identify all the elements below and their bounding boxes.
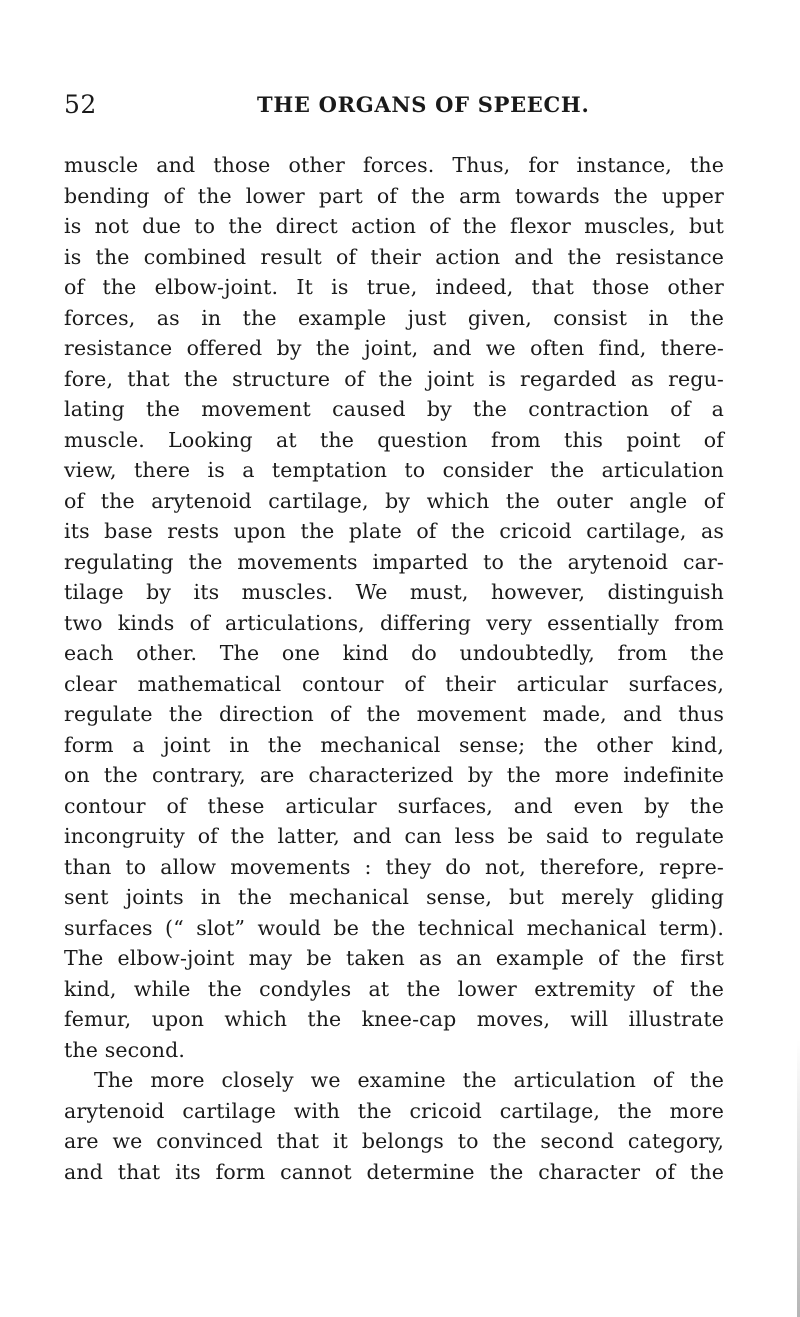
text-line: regulating the movements imparted to the arytenoid car- xyxy=(64,549,724,574)
text-line: The elbow-joint may be taken as an example of the first xyxy=(64,946,724,970)
text-line: resistance offered by the joint, and we often find, there- xyxy=(64,336,724,360)
text-line: muscle and those other forces. Thus, for instance, the xyxy=(64,153,724,177)
text-line: lating the movement caused by the contraction of a xyxy=(64,397,724,421)
text-line: muscle. Looking at the question from this point of xyxy=(64,427,724,452)
text-line: the second. xyxy=(64,1037,186,1062)
text-line: contour of these articular surfaces, and even by the xyxy=(64,793,724,818)
page-header xyxy=(64,88,724,122)
text-line: than to allow movements : they do not, therefore, repre- xyxy=(64,854,724,879)
running-head: THE ORGANS OF SPEECH. xyxy=(257,92,590,117)
text-line: femur, upon which the knee-cap moves, will illustrate xyxy=(64,1007,724,1031)
text-line: regulate the direction of the movement made, and thus xyxy=(64,702,724,726)
paragraph-1 xyxy=(64,150,724,1065)
text-line: its base rests upon the plate of the cricoid cartilage, as xyxy=(64,519,724,543)
text-line: fore, that the structure of the joint is regarded as regu- xyxy=(64,366,724,391)
body-text xyxy=(64,150,724,1187)
text-line: forces, as in the example just given, consist in the xyxy=(64,305,724,330)
text-line: arytenoid cartilage with the cricoid cartilage, the more xyxy=(64,1098,724,1123)
text-line: incongruity of the latter, and can less be said to regulate xyxy=(64,824,724,848)
text-line: of the elbow-joint. It is true, indeed, that those other xyxy=(64,275,724,299)
text-line: kind, while the condyles at the lower extremity of the xyxy=(64,976,724,1001)
text-line: are we convinced that it belongs to the second category, xyxy=(64,1129,724,1153)
text-line: tilage by its muscles. We must, however, distinguish xyxy=(64,580,724,604)
text-line: sent joints in the mechanical sense, but merely gliding xyxy=(64,885,724,909)
text-line: bending of the lower part of the arm towards the upper xyxy=(64,183,724,208)
text-line: is the combined result of their action and the resistance xyxy=(64,244,724,269)
paragraph-2 xyxy=(64,1065,724,1187)
text-line: two kinds of articulations, differing very essentially from xyxy=(64,610,724,635)
text-line: form a joint in the mechanical sense; the other kind, xyxy=(64,732,724,757)
text-line: view, there is a temptation to consider the articulation xyxy=(64,458,724,482)
text-line: surfaces (“ slot” would be the technical mechanical term). xyxy=(64,915,724,940)
page-number: 52 xyxy=(64,90,97,119)
text-line: and that its form cannot determine the character of the xyxy=(64,1159,724,1184)
text-line: on the contrary, are characterized by the more indefinite xyxy=(64,763,724,787)
text-line: clear mathematical contour of their articular surfaces, xyxy=(64,671,724,696)
text-line: The more closely we examine the articulation of the xyxy=(94,1068,724,1092)
text-line: of the arytenoid cartilage, by which the outer angle of xyxy=(64,488,724,513)
text-line: is not due to the direct action of the flexor muscles, but xyxy=(64,214,724,238)
text-line: each other. The one kind do undoubtedly, from the xyxy=(64,641,724,665)
